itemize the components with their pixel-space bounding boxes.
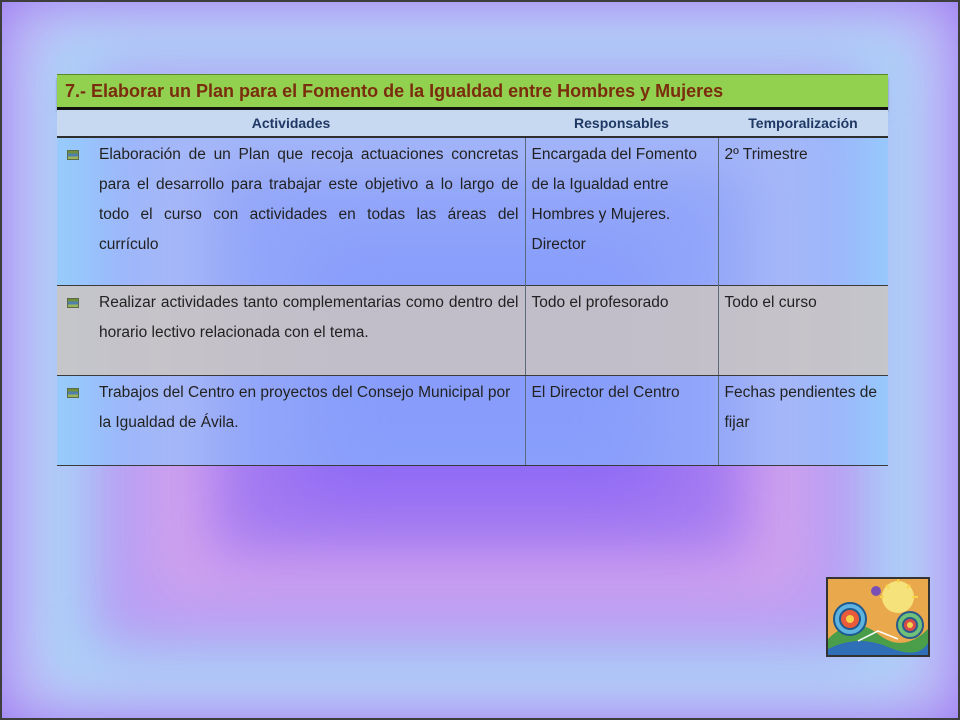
responsables-cell: Encargada del Fomento de la Igualdad entre Hombres y Mujeres. Director	[525, 137, 718, 285]
activity-text: Realizar actividades tanto complementarias como dentro del horario lectivo relacionada con el tema.	[99, 293, 519, 341]
table-title: 7.- Elaborar un Plan para el Fomento de la Igualdad entre Hombres y Mujeres	[57, 75, 888, 109]
logo-artwork-icon	[828, 579, 928, 655]
temporalizacion-cell: Fechas pendientes de fijar	[718, 375, 888, 465]
list-bullet-icon	[67, 150, 79, 160]
activity-text: Elaboración de un Plan que recoja actuaciones concretas para el desarrollo para trabajar este objetivo a lo largo de todo el curso con actividades en todas las áreas del currículo	[99, 146, 519, 253]
responsables-cell: El Director del Centro	[525, 375, 718, 465]
activity-cell	[57, 375, 525, 465]
plan-table	[57, 74, 888, 466]
table-row	[57, 375, 888, 465]
table-row	[57, 137, 888, 285]
list-bullet-icon	[67, 388, 79, 398]
colorful-artwork-logo	[826, 577, 930, 657]
activity-cell	[57, 137, 525, 285]
activity-cell	[57, 285, 525, 375]
temporalizacion-cell: Todo el curso	[718, 285, 888, 375]
table-row	[57, 285, 888, 375]
column-header-temporalizacion: Temporalización	[718, 109, 888, 138]
list-bullet-icon	[67, 298, 79, 308]
temporalizacion-cell: 2º Trimestre	[718, 137, 888, 285]
responsables-cell: Todo el profesorado	[525, 285, 718, 375]
table-header-row	[57, 109, 888, 138]
column-header-responsables: Responsables	[525, 109, 718, 138]
column-header-actividades: Actividades	[57, 109, 525, 138]
activity-text: Trabajos del Centro en proyectos del Consejo Municipal por la Igualdad de Ávila.	[99, 383, 511, 431]
